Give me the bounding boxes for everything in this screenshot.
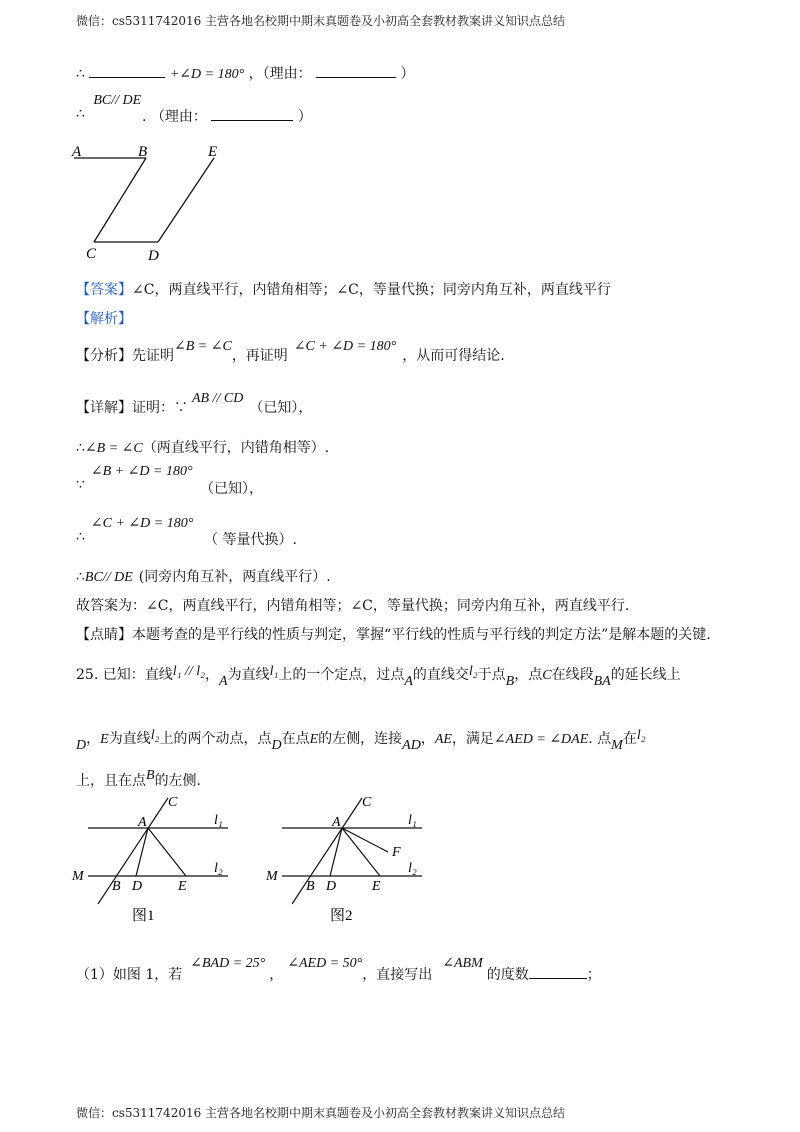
q25-line-1 — [76, 664, 681, 689]
therefore-symbol: ∴ — [76, 106, 85, 122]
detail-pre: 证明： — [132, 400, 174, 416]
fenxi-tag: 【分析】 — [76, 348, 132, 364]
reason-close: ） — [297, 109, 312, 125]
detail-tag: 【详解】 — [76, 400, 132, 416]
q25-text: 上的两个动点，点 — [159, 731, 272, 747]
answer-tag: 【答案】 — [76, 282, 132, 298]
q25-point-B: B — [146, 768, 155, 783]
sub1-end: ； — [586, 967, 601, 983]
sub1-pre: （1）如图 1，若 — [76, 967, 183, 983]
q25-point-D: D — [76, 738, 87, 753]
q25-point-C: C — [542, 668, 552, 683]
detail-eq: AB // CD — [192, 391, 244, 406]
step-1-note: （两直线平行，内错角相等）. — [142, 440, 330, 456]
step-2-eq: ∠B + ∠D = 180° — [90, 464, 193, 479]
comment-line — [76, 624, 711, 644]
q25-point-A: A — [219, 674, 228, 689]
q25-text: 在线段 — [551, 667, 594, 683]
label-M: M — [266, 869, 278, 884]
q25-text: . 点 — [588, 731, 612, 747]
q25-text: ， — [86, 731, 101, 747]
label-C: C — [362, 795, 372, 810]
sub1-eq3: ∠ABM — [442, 956, 483, 971]
label-E: E — [372, 879, 381, 894]
q25-text: 为直线 — [108, 731, 151, 747]
fenxi-eq1: ∠B = ∠C — [174, 339, 232, 354]
answer-line — [76, 279, 611, 299]
label-C: C — [86, 246, 97, 262]
label-l1: l₁ — [214, 813, 223, 828]
proof-line-1 — [76, 63, 415, 83]
summary-line: 故答案为：∠C，两直线平行，内错角相等；∠C，等量代换；同旁内角互补，两直线平行. — [76, 598, 630, 614]
reason-blank-2[interactable] — [211, 108, 293, 121]
q25-text: 在点 — [281, 731, 310, 747]
step-4 — [76, 566, 331, 586]
proof-line-2-reason — [142, 106, 312, 126]
q25-line-3 — [76, 770, 201, 790]
sub1-post: 的度数 — [486, 967, 529, 983]
label-l2: l₂ — [408, 861, 417, 876]
q25-text: ， — [420, 731, 435, 747]
label-B: B — [138, 144, 148, 160]
fenxi-line — [76, 339, 505, 365]
q25-line-l1: l₁ — [269, 664, 279, 679]
therefore-symbol: ∴ — [76, 529, 85, 545]
q25-segment-AD: AD — [402, 738, 421, 753]
page-header: 微信：cs5311742016 主营各地名校期中期末真题卷及小初高全套教材教案讲义知识点总结 — [76, 14, 566, 28]
q25-text: ，点 — [514, 667, 543, 683]
caption-figure-2: 图2 — [330, 908, 353, 924]
q25-line-l2: l₂ — [636, 728, 646, 743]
q25-parallel: l₁ // l₂ — [172, 664, 206, 679]
step-2 — [76, 463, 193, 493]
angle-expression: +∠D = 180° — [169, 67, 245, 82]
sub1-sep: ， — [269, 967, 284, 983]
label-B: B — [112, 879, 121, 894]
q25-segment-BA: BA — [593, 674, 611, 689]
label-B: B — [306, 879, 315, 894]
label-l2: l₂ — [214, 861, 223, 876]
step-2-note: （已知）， — [200, 481, 263, 497]
label-D: D — [148, 248, 159, 264]
detail-note: （已知）， — [249, 400, 313, 416]
sub1-answer-blank[interactable] — [529, 966, 587, 979]
label-D: D — [132, 879, 143, 894]
step-3 — [76, 515, 194, 545]
reason-close: ） — [400, 66, 415, 82]
therefore-symbol: ∴ — [76, 440, 85, 456]
fenxi-pre: 先证明 — [132, 348, 174, 364]
q25-text: 25. 已知：直线 — [76, 667, 173, 683]
q25-point-B: B — [505, 674, 515, 689]
q25-point-A: A — [404, 674, 413, 689]
because-symbol: ∵ — [76, 477, 85, 493]
label-A: A — [72, 144, 82, 160]
figure-2 — [264, 792, 434, 932]
q25-text: 上，且在点 — [76, 773, 146, 789]
q25-text: 的左侧. — [154, 773, 202, 789]
q25-line-l2: l₂ — [468, 664, 478, 679]
subquestion-1 — [76, 956, 601, 984]
because-symbol: ∵ — [174, 400, 188, 416]
sub1-mid: ，直接写出 — [362, 967, 433, 983]
q25-text: 上的一个定点，过点 — [278, 667, 405, 683]
q25-text: 为直线 — [227, 667, 270, 683]
q25-text: 在 — [622, 731, 637, 747]
answer-blank-1[interactable] — [89, 65, 165, 78]
sub1-eq1: ∠BAD = 25° — [190, 956, 266, 971]
parallel-expression: BC// DE — [93, 93, 142, 108]
reason-label: . （理由： — [142, 109, 207, 125]
q25-line-2 — [76, 728, 646, 753]
q25-line-l2: l₂ — [150, 728, 160, 743]
therefore-symbol: ∴ — [76, 569, 85, 585]
q25-text: 的延长线上 — [610, 667, 681, 683]
label-l1: l₁ — [408, 813, 417, 828]
proof-line-2 — [76, 92, 142, 122]
fenxi-eq2: ∠C + ∠D = 180° — [293, 339, 397, 354]
page-footer: 微信：cs5311742016 主营各地名校期中期末真题卷及小初高全套教材教案讲义知识点总结 — [76, 1106, 566, 1120]
q25-point-E: E — [309, 732, 319, 747]
step-4-eq: BC// DE — [84, 570, 133, 585]
q25-point-E: E — [100, 732, 109, 747]
step-3-note: （ 等量代换）. — [204, 532, 297, 548]
comment-tag: 【点睛】 — [76, 627, 132, 643]
detail-line — [76, 391, 313, 417]
label-D: D — [326, 879, 337, 894]
q25-angle-condition: ∠AED = ∠DAE — [493, 732, 589, 747]
label-A: A — [138, 815, 147, 830]
label-C: C — [168, 795, 178, 810]
label-E: E — [178, 879, 187, 894]
q25-text: 的左侧，连接 — [318, 731, 403, 747]
q25-text: 于点 — [477, 667, 506, 683]
answer-text: ∠C，两直线平行，内错角相等；∠C，等量代换；同旁内角互补，两直线平行 — [132, 282, 611, 298]
fenxi-post: ，从而可得结论. — [402, 348, 505, 364]
reason-blank-1[interactable] — [316, 65, 396, 78]
therefore-symbol: ∴ — [76, 66, 85, 82]
step-3-eq: ∠C + ∠D = 180° — [90, 516, 194, 531]
step-1 — [76, 437, 329, 457]
caption-figure-1: 图1 — [132, 908, 155, 924]
q25-point-M: M — [611, 738, 623, 753]
step-4-note: (同旁内角互补，两直线平行）. — [138, 569, 331, 585]
q25-segment-AE: AE — [434, 732, 452, 747]
q25-point-D: D — [271, 738, 282, 753]
label-A: A — [332, 815, 341, 830]
reason-label: ，（理由： — [248, 66, 312, 82]
fenxi-mid: ，再证明 — [231, 348, 288, 364]
step-1-eq: ∠B = ∠C — [84, 441, 143, 456]
comment-text: 本题考查的是平行线的性质与判定，掌握“平行线的性质与平行线的判定方法”是解本题的关键. — [132, 627, 711, 643]
figure-1 — [70, 792, 240, 932]
sub1-eq2: ∠AED = 50° — [287, 956, 363, 971]
q25-text: 的直线交 — [412, 667, 469, 683]
analysis-tag: 【解析】 — [76, 311, 132, 327]
label-E: E — [208, 144, 218, 160]
label-M: M — [72, 869, 84, 884]
q25-text: ， — [205, 667, 220, 683]
label-F: F — [392, 845, 401, 860]
figure-parallelogram — [66, 140, 236, 270]
q25-text: ，满足 — [451, 731, 494, 747]
